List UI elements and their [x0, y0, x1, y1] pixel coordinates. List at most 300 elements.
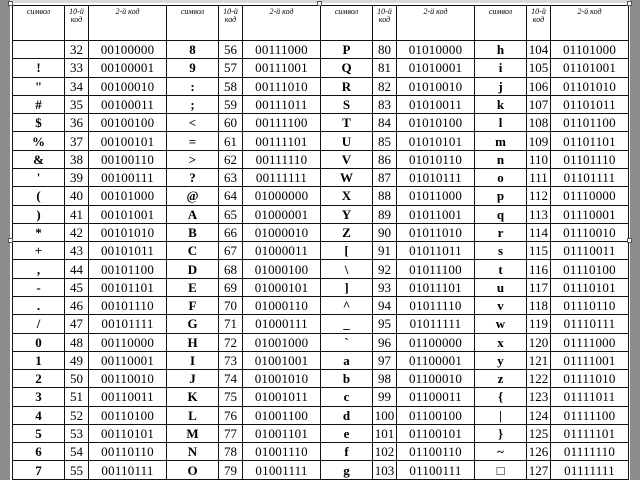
binary-cell: 01000100 — [243, 260, 321, 278]
binary-cell: 01000110 — [243, 296, 321, 314]
header-decimal: 10-й код — [65, 6, 89, 41]
binary-cell: 01101111 — [551, 168, 629, 186]
symbol-cell: ] — [321, 278, 373, 296]
symbol-cell: A — [167, 205, 219, 223]
decimal-cell: 45 — [65, 278, 89, 296]
decimal-cell: 83 — [373, 95, 397, 113]
decimal-cell: 113 — [527, 205, 551, 223]
decimal-cell: 112 — [527, 187, 551, 205]
decimal-cell: 61 — [219, 132, 243, 150]
symbol-cell: , — [13, 260, 65, 278]
decimal-cell: 74 — [219, 370, 243, 388]
binary-cell: 01000111 — [243, 315, 321, 333]
decimal-cell: 119 — [527, 315, 551, 333]
decimal-cell: 87 — [373, 168, 397, 186]
symbol-cell: f — [321, 443, 373, 461]
symbol-cell: X — [321, 187, 373, 205]
binary-cell: 01001100 — [243, 406, 321, 424]
binary-cell: 01011110 — [397, 296, 475, 314]
binary-cell: 00110001 — [89, 351, 167, 369]
header-symbol: символ — [475, 6, 527, 41]
symbol-cell: y — [475, 351, 527, 369]
decimal-cell: 47 — [65, 315, 89, 333]
binary-cell: 01011101 — [397, 278, 475, 296]
symbol-cell: # — [13, 95, 65, 113]
decimal-cell: 93 — [373, 278, 397, 296]
decimal-cell: 68 — [219, 260, 243, 278]
binary-cell: 00111010 — [243, 77, 321, 95]
binary-cell: 01111100 — [551, 406, 629, 424]
binary-cell: 00110100 — [89, 406, 167, 424]
binary-cell: 01010001 — [397, 59, 475, 77]
binary-cell: 00100011 — [89, 95, 167, 113]
binary-cell: 01110100 — [551, 260, 629, 278]
binary-cell: 01000011 — [243, 242, 321, 260]
symbol-cell: P — [321, 41, 373, 59]
symbol-cell: 2 — [13, 370, 65, 388]
symbol-cell: h — [475, 41, 527, 59]
binary-cell: 01001110 — [243, 443, 321, 461]
decimal-cell: 126 — [527, 443, 551, 461]
binary-cell: 00101000 — [89, 187, 167, 205]
symbol-cell: ; — [167, 95, 219, 113]
symbol-cell: + — [13, 242, 65, 260]
binary-cell: 01000001 — [243, 205, 321, 223]
binary-cell: 00110111 — [89, 461, 167, 480]
decimal-cell: 91 — [373, 242, 397, 260]
symbol-cell: Z — [321, 223, 373, 241]
decimal-cell: 73 — [219, 351, 243, 369]
binary-cell: 01010010 — [397, 77, 475, 95]
decimal-cell: 71 — [219, 315, 243, 333]
resize-handle-right[interactable] — [627, 238, 632, 243]
symbol-cell: ' — [13, 168, 65, 186]
decimal-cell: 42 — [65, 223, 89, 241]
decimal-cell: 98 — [373, 370, 397, 388]
decimal-cell: 66 — [219, 223, 243, 241]
decimal-cell: 92 — [373, 260, 397, 278]
header-decimal: 10-й код — [527, 6, 551, 41]
symbol-cell: ) — [13, 205, 65, 223]
decimal-cell: 100 — [373, 406, 397, 424]
symbol-cell: | — [475, 406, 527, 424]
symbol-cell: 4 — [13, 406, 65, 424]
header-row — [13, 6, 629, 41]
symbol-cell: g — [321, 461, 373, 480]
binary-cell: 01111011 — [551, 388, 629, 406]
binary-cell: 01101100 — [551, 114, 629, 132]
resize-handle-top-right[interactable] — [627, 1, 632, 6]
symbol-cell: & — [13, 150, 65, 168]
symbol-cell: I — [167, 351, 219, 369]
decimal-cell: 64 — [219, 187, 243, 205]
decimal-cell: 101 — [373, 424, 397, 442]
table-body — [13, 41, 629, 480]
symbol-cell: 9 — [167, 59, 219, 77]
binary-cell: 00100001 — [89, 59, 167, 77]
symbol-cell: G — [167, 315, 219, 333]
decimal-cell: 106 — [527, 77, 551, 95]
decimal-cell: 33 — [65, 59, 89, 77]
binary-cell: 01111001 — [551, 351, 629, 369]
symbol-cell: o — [475, 168, 527, 186]
decimal-cell: 54 — [65, 443, 89, 461]
decimal-cell: 56 — [219, 41, 243, 59]
decimal-cell: 109 — [527, 132, 551, 150]
binary-cell: 01100011 — [397, 388, 475, 406]
decimal-cell: 108 — [527, 114, 551, 132]
symbol-cell: Y — [321, 205, 373, 223]
symbol-cell: x — [475, 333, 527, 351]
symbol-cell: p — [475, 187, 527, 205]
decimal-cell: 107 — [527, 95, 551, 113]
binary-cell: 00111110 — [243, 150, 321, 168]
decimal-cell: 67 — [219, 242, 243, 260]
symbol-cell — [13, 41, 65, 59]
binary-cell: 01100111 — [397, 461, 475, 480]
table-row — [13, 260, 629, 278]
symbol-cell: ? — [167, 168, 219, 186]
decimal-cell: 103 — [373, 461, 397, 480]
symbol-cell: v — [475, 296, 527, 314]
decimal-cell: 80 — [373, 41, 397, 59]
decimal-cell: 76 — [219, 406, 243, 424]
table-row — [13, 41, 629, 59]
decimal-cell: 97 — [373, 351, 397, 369]
table-row — [13, 95, 629, 113]
binary-cell: 01011011 — [397, 242, 475, 260]
table-row — [13, 351, 629, 369]
binary-cell: 01101000 — [551, 41, 629, 59]
binary-cell: 00100010 — [89, 77, 167, 95]
symbol-cell: N — [167, 443, 219, 461]
binary-cell: 01011001 — [397, 205, 475, 223]
binary-cell: 01001010 — [243, 370, 321, 388]
decimal-cell: 110 — [527, 150, 551, 168]
table-row — [13, 278, 629, 296]
binary-cell: 01100000 — [397, 333, 475, 351]
binary-cell: 00110101 — [89, 424, 167, 442]
symbol-cell: d — [321, 406, 373, 424]
decimal-cell: 89 — [373, 205, 397, 223]
binary-cell: 01110101 — [551, 278, 629, 296]
header-symbol: символ — [321, 6, 373, 41]
table-row — [13, 242, 629, 260]
decimal-cell: 35 — [65, 95, 89, 113]
symbol-cell: E — [167, 278, 219, 296]
decimal-cell: 63 — [219, 168, 243, 186]
symbol-cell: k — [475, 95, 527, 113]
symbol-cell: T — [321, 114, 373, 132]
symbol-cell: } — [475, 424, 527, 442]
symbol-cell: 6 — [13, 443, 65, 461]
decimal-cell: 53 — [65, 424, 89, 442]
symbol-cell: " — [13, 77, 65, 95]
symbol-cell: < — [167, 114, 219, 132]
decimal-cell: 84 — [373, 114, 397, 132]
symbol-cell: 0 — [13, 333, 65, 351]
symbol-cell: w — [475, 315, 527, 333]
decimal-cell: 51 — [65, 388, 89, 406]
symbol-cell: ^ — [321, 296, 373, 314]
symbol-cell: s — [475, 242, 527, 260]
table-row — [13, 388, 629, 406]
header-binary: 2-й код — [397, 6, 475, 41]
decimal-cell: 105 — [527, 59, 551, 77]
ascii-code-table — [12, 5, 629, 480]
binary-cell: 00111111 — [243, 168, 321, 186]
binary-cell: 01110110 — [551, 296, 629, 314]
binary-cell: 00110110 — [89, 443, 167, 461]
table-row — [13, 333, 629, 351]
symbol-cell: m — [475, 132, 527, 150]
decimal-cell: 59 — [219, 95, 243, 113]
table-row — [13, 150, 629, 168]
symbol-cell: * — [13, 223, 65, 241]
symbol-cell: ` — [321, 333, 373, 351]
decimal-cell: 57 — [219, 59, 243, 77]
table-row — [13, 461, 629, 480]
header-binary: 2-й код — [243, 6, 321, 41]
symbol-cell: 3 — [13, 388, 65, 406]
binary-cell: 01110000 — [551, 187, 629, 205]
decimal-cell: 77 — [219, 424, 243, 442]
symbol-cell: F — [167, 296, 219, 314]
binary-cell: 01111010 — [551, 370, 629, 388]
binary-cell: 01101010 — [551, 77, 629, 95]
table-row — [13, 205, 629, 223]
decimal-cell: 55 — [65, 461, 89, 480]
decimal-cell: 102 — [373, 443, 397, 461]
header-binary: 2-й код — [551, 6, 629, 41]
binary-cell: 00110010 — [89, 370, 167, 388]
decimal-cell: 75 — [219, 388, 243, 406]
decimal-cell: 96 — [373, 333, 397, 351]
resize-handle-top-left[interactable] — [8, 1, 13, 6]
decimal-cell: 118 — [527, 296, 551, 314]
symbol-cell: C — [167, 242, 219, 260]
symbol-cell: e — [321, 424, 373, 442]
binary-cell: 00101001 — [89, 205, 167, 223]
symbol-cell: L — [167, 406, 219, 424]
symbol-cell: z — [475, 370, 527, 388]
binary-cell: 00101101 — [89, 278, 167, 296]
binary-cell: 00110011 — [89, 388, 167, 406]
table-row — [13, 168, 629, 186]
decimal-cell: 99 — [373, 388, 397, 406]
table-row — [13, 59, 629, 77]
binary-cell: 01100100 — [397, 406, 475, 424]
decimal-cell: 86 — [373, 150, 397, 168]
binary-cell: 01111110 — [551, 443, 629, 461]
symbol-cell: K — [167, 388, 219, 406]
binary-cell: 01000101 — [243, 278, 321, 296]
symbol-cell: 1 — [13, 351, 65, 369]
decimal-cell: 114 — [527, 223, 551, 241]
binary-cell: 01110010 — [551, 223, 629, 241]
decimal-cell: 44 — [65, 260, 89, 278]
binary-cell: 00111101 — [243, 132, 321, 150]
binary-cell: 00101111 — [89, 315, 167, 333]
decimal-cell: 122 — [527, 370, 551, 388]
decimal-cell: 70 — [219, 296, 243, 314]
symbol-cell: Q — [321, 59, 373, 77]
symbol-cell: a — [321, 351, 373, 369]
binary-cell: 01110011 — [551, 242, 629, 260]
binary-cell: 01100110 — [397, 443, 475, 461]
binary-cell: 00101110 — [89, 296, 167, 314]
symbol-cell: S — [321, 95, 373, 113]
binary-cell: 01010011 — [397, 95, 475, 113]
binary-cell: 01010111 — [397, 168, 475, 186]
table-row — [13, 406, 629, 424]
binary-cell: 01010101 — [397, 132, 475, 150]
binary-cell: 01000000 — [243, 187, 321, 205]
decimal-cell: 65 — [219, 205, 243, 223]
symbol-cell: R — [321, 77, 373, 95]
symbol-cell: W — [321, 168, 373, 186]
binary-cell: 01011000 — [397, 187, 475, 205]
decimal-cell: 52 — [65, 406, 89, 424]
table-row — [13, 424, 629, 442]
decimal-cell: 121 — [527, 351, 551, 369]
binary-cell: 00100101 — [89, 132, 167, 150]
binary-cell: 01010000 — [397, 41, 475, 59]
symbol-cell: B — [167, 223, 219, 241]
binary-cell: 01101001 — [551, 59, 629, 77]
symbol-cell: > — [167, 150, 219, 168]
decimal-cell: 79 — [219, 461, 243, 480]
binary-cell: 01100010 — [397, 370, 475, 388]
table-row — [13, 296, 629, 314]
binary-cell: 01001111 — [243, 461, 321, 480]
symbol-cell: = — [167, 132, 219, 150]
symbol-cell: ( — [13, 187, 65, 205]
binary-cell: 00101010 — [89, 223, 167, 241]
decimal-cell: 94 — [373, 296, 397, 314]
symbol-cell: □ — [475, 461, 527, 480]
binary-cell: 01001101 — [243, 424, 321, 442]
decimal-cell: 40 — [65, 187, 89, 205]
symbol-cell: D — [167, 260, 219, 278]
decimal-cell: 60 — [219, 114, 243, 132]
symbol-cell: H — [167, 333, 219, 351]
table-row — [13, 187, 629, 205]
symbol-cell: u — [475, 278, 527, 296]
table-row — [13, 370, 629, 388]
binary-cell: 00101100 — [89, 260, 167, 278]
decimal-cell: 111 — [527, 168, 551, 186]
decimal-cell: 72 — [219, 333, 243, 351]
binary-cell: 00111011 — [243, 95, 321, 113]
binary-cell: 00100110 — [89, 150, 167, 168]
symbol-cell: t — [475, 260, 527, 278]
resize-handle-left[interactable] — [8, 238, 13, 243]
decimal-cell: 81 — [373, 59, 397, 77]
binary-cell: 01100001 — [397, 351, 475, 369]
symbol-cell: n — [475, 150, 527, 168]
table-row — [13, 443, 629, 461]
decimal-cell: 46 — [65, 296, 89, 314]
symbol-cell: O — [167, 461, 219, 480]
symbol-cell: 7 — [13, 461, 65, 480]
decimal-cell: 43 — [65, 242, 89, 260]
header-decimal: 10-й код — [219, 6, 243, 41]
symbol-cell: 5 — [13, 424, 65, 442]
symbol-cell: { — [475, 388, 527, 406]
symbol-cell: $ — [13, 114, 65, 132]
binary-cell: 01010110 — [397, 150, 475, 168]
decimal-cell: 124 — [527, 406, 551, 424]
binary-cell: 01001000 — [243, 333, 321, 351]
decimal-cell: 117 — [527, 278, 551, 296]
binary-cell: 01100101 — [397, 424, 475, 442]
binary-cell: 01010100 — [397, 114, 475, 132]
binary-cell: 00111100 — [243, 114, 321, 132]
binary-cell: 01111101 — [551, 424, 629, 442]
decimal-cell: 82 — [373, 77, 397, 95]
symbol-cell: [ — [321, 242, 373, 260]
symbol-cell: J — [167, 370, 219, 388]
decimal-cell: 48 — [65, 333, 89, 351]
table-row — [13, 114, 629, 132]
symbol-cell: . — [13, 296, 65, 314]
binary-cell: 00100111 — [89, 168, 167, 186]
symbol-cell: M — [167, 424, 219, 442]
symbol-cell: j — [475, 77, 527, 95]
symbol-cell: b — [321, 370, 373, 388]
decimal-cell: 78 — [219, 443, 243, 461]
binary-cell: 01101011 — [551, 95, 629, 113]
table-row — [13, 223, 629, 241]
resize-handle-top[interactable] — [317, 1, 322, 6]
decimal-cell: 123 — [527, 388, 551, 406]
symbol-cell: \ — [321, 260, 373, 278]
binary-cell: 00111001 — [243, 59, 321, 77]
binary-cell: 01110001 — [551, 205, 629, 223]
header-symbol: символ — [167, 6, 219, 41]
decimal-cell: 39 — [65, 168, 89, 186]
table-row — [13, 77, 629, 95]
symbol-cell: ~ — [475, 443, 527, 461]
decimal-cell: 32 — [65, 41, 89, 59]
binary-cell: 01101110 — [551, 150, 629, 168]
header-binary: 2-й код — [89, 6, 167, 41]
symbol-cell: V — [321, 150, 373, 168]
table-row — [13, 315, 629, 333]
symbol-cell: ! — [13, 59, 65, 77]
decimal-cell: 85 — [373, 132, 397, 150]
binary-cell: 01111000 — [551, 333, 629, 351]
binary-cell: 00110000 — [89, 333, 167, 351]
decimal-cell: 125 — [527, 424, 551, 442]
table-row — [13, 132, 629, 150]
decimal-cell: 88 — [373, 187, 397, 205]
binary-cell: 01011010 — [397, 223, 475, 241]
symbol-cell: % — [13, 132, 65, 150]
binary-cell: 01101101 — [551, 132, 629, 150]
symbol-cell: U — [321, 132, 373, 150]
binary-cell: 00101011 — [89, 242, 167, 260]
binary-cell: 01111111 — [551, 461, 629, 480]
binary-cell: 00100000 — [89, 41, 167, 59]
decimal-cell: 38 — [65, 150, 89, 168]
decimal-cell: 120 — [527, 333, 551, 351]
decimal-cell: 34 — [65, 77, 89, 95]
symbol-cell: @ — [167, 187, 219, 205]
decimal-cell: 127 — [527, 461, 551, 480]
binary-cell: 01001011 — [243, 388, 321, 406]
